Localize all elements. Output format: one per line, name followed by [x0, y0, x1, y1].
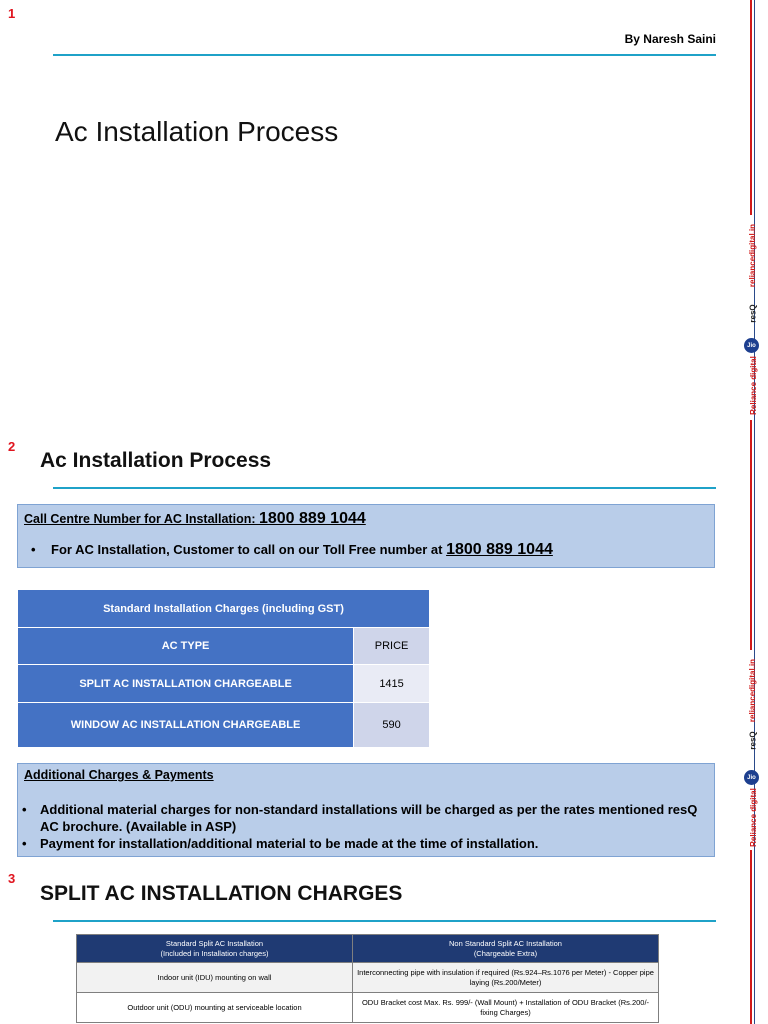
- call-centre-box: [17, 504, 715, 568]
- brand-stripe: [754, 0, 755, 1024]
- non-standard-cell: ODU Bracket cost Max. Rs. 999/- (Wall Mount) + Installation of ODU Bracket (Rs.200/- fixing Charges): [353, 993, 659, 1023]
- resq-logo: resQ: [748, 730, 758, 750]
- call-centre-bullet: [31, 541, 553, 558]
- additional-charges-heading: Additional Charges & Payments: [24, 768, 214, 782]
- column-header-non-standard: [353, 935, 659, 963]
- additional-bullet: [22, 801, 710, 835]
- additional-charges-box: [17, 763, 715, 857]
- price-cell: 1415: [354, 665, 430, 703]
- reliance-digital-logo: Reliance digital: [748, 788, 758, 847]
- slide-number: 2: [8, 439, 16, 454]
- bullet-dot: •: [31, 542, 36, 557]
- section-title: SPLIT AC INSTALLATION CHARGES: [40, 882, 403, 905]
- bullet-text: For AC Installation, Customer to call on our Toll Free number at: [51, 542, 447, 557]
- page-title: Ac Installation Process: [55, 116, 339, 147]
- column-header-ac-type: AC TYPE: [18, 628, 354, 665]
- divider: [53, 920, 716, 922]
- split-ac-charges-table: [76, 934, 659, 1023]
- column-header-standard: [77, 935, 353, 963]
- toll-free-phone: 1800 889 1044: [446, 541, 553, 558]
- brand-stripe: [750, 850, 752, 1024]
- brand-stripe: [750, 420, 752, 650]
- header-line: Standard Split AC Installation: [165, 938, 264, 948]
- table-row: [77, 963, 659, 993]
- table-row: [77, 993, 659, 1023]
- bullet-dot: •: [22, 836, 27, 851]
- additional-bullet: [22, 835, 710, 852]
- brand-strip: [738, 0, 768, 1024]
- bullet-text: Payment for installation/additional material to be made at the time of installation.: [40, 836, 539, 851]
- table-row: [77, 935, 659, 963]
- jio-logo: Jio: [744, 338, 759, 353]
- ac-type-cell: SPLIT AC INSTALLATION CHARGEABLE: [18, 665, 354, 703]
- brand-site-text: reliancedigital.in: [748, 223, 758, 287]
- standard-cell: Outdoor unit (ODU) mounting at serviceable location: [77, 993, 353, 1023]
- table-row: [18, 628, 430, 665]
- call-centre-heading: [24, 510, 366, 528]
- column-header-price: PRICE: [354, 628, 430, 665]
- header-line: (Chargeable Extra): [473, 948, 538, 958]
- brand-stripe: [750, 0, 752, 215]
- table-row: [18, 703, 430, 748]
- header-line: Non Standard Split AC Installation: [449, 938, 562, 948]
- standard-cell: Indoor unit (IDU) mounting on wall: [77, 963, 353, 993]
- table-row: [18, 665, 430, 703]
- installation-charges-table: [17, 589, 430, 748]
- header-line: (Included in Installation charges): [160, 948, 269, 958]
- divider: [53, 487, 716, 489]
- call-centre-label: Call Centre Number for AC Installation:: [24, 512, 259, 526]
- slide-number: 1: [8, 6, 16, 21]
- bullet-dot: •: [22, 802, 27, 817]
- brand-site-text: reliancedigital.in: [748, 658, 758, 722]
- non-standard-cell: Interconnecting pipe with insulation if required (Rs.924–Rs.1076 per Meter) - Copper pipe laying (Rs.200/Meter): [353, 963, 659, 993]
- author-name: By Naresh Saini: [624, 32, 716, 46]
- resq-logo: resQ: [748, 303, 758, 323]
- ac-type-cell: WINDOW AC INSTALLATION CHARGEABLE: [18, 703, 354, 748]
- call-centre-phone: 1800 889 1044: [258, 510, 366, 527]
- jio-logo: Jio: [744, 770, 759, 785]
- table-header: Standard Installation Charges (including GST): [18, 590, 430, 628]
- reliance-digital-logo: Reliance digital: [748, 356, 758, 415]
- price-cell: 590: [354, 703, 430, 748]
- slide-number: 3: [8, 871, 16, 886]
- divider: [53, 54, 716, 56]
- bullet-text: Additional material charges for non-standard installations will be charged as per the rates mentioned resQ AC brochure. (Available in ASP): [40, 802, 698, 834]
- section-title: Ac Installation Process: [40, 449, 272, 472]
